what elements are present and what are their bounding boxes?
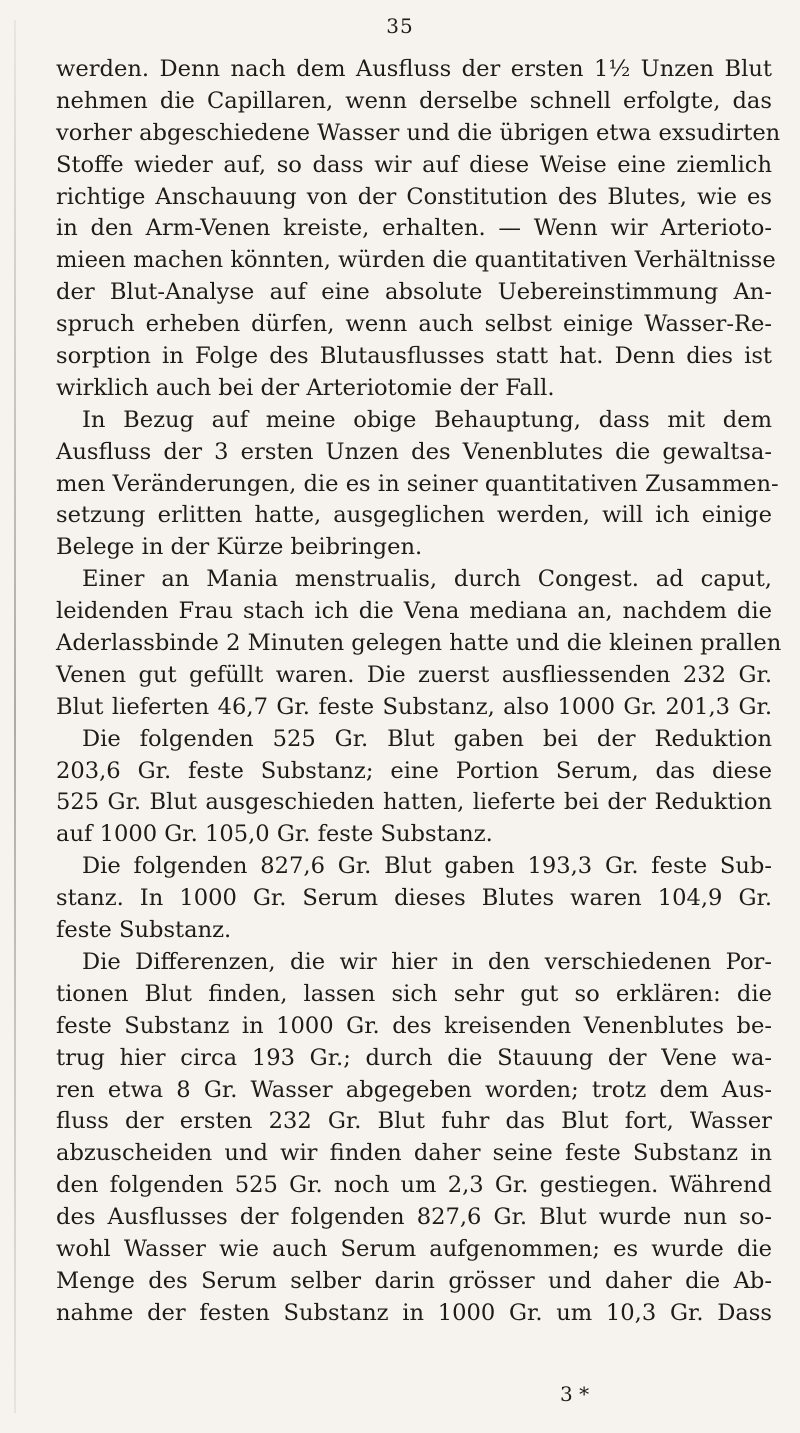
text-line: Einer an Mania menstrualis, durch Congest. ad caput, [82, 566, 772, 593]
text-line: In Bezug auf meine obige Behauptung, dass mit dem [82, 406, 772, 433]
text-line: sorption in Folge des Blutausflusses statt hat. Denn dies ist [56, 343, 772, 370]
text-line: werden. Denn nach dem Ausfluss der ersten 1½ Unzen Blut [56, 56, 772, 82]
text-line: Die folgenden 525 Gr. Blut gaben bei der Reduktion [82, 725, 772, 752]
text-line: Stoffe wieder auf, so dass wir auf diese Weise eine ziemlich [56, 151, 772, 178]
text-line: des Ausflusses der folgenden 827,6 Gr. Blut wurde nun so- [56, 1204, 772, 1231]
text-line: den folgenden 525 Gr. noch um 2,3 Gr. gestiegen. Während [56, 1172, 772, 1199]
text-line: tionen Blut finden, lassen sich sehr gut so erklären: die [56, 980, 772, 1007]
text-line: feste Substanz. [56, 917, 232, 944]
text-line: Blut lieferten 46,7 Gr. feste Substanz, also 1000 Gr. 201,3 Gr. [56, 693, 772, 720]
text-line: Die Differenzen, die wir hier in den verschiedenen Por- [82, 948, 772, 975]
text-line: setzung erlitten hatte, ausgeglichen werden, will ich einige [56, 502, 772, 529]
text-line: wirklich auch bei der Arteriotomie der Fall. [56, 374, 555, 401]
text-line: nehmen die Capillaren, wenn derselbe schnell erfolgte, das [56, 87, 772, 114]
text-line: Venen gut gefüllt waren. Die zuerst ausfliessenden 232 Gr. [56, 661, 772, 688]
text-line: auf 1000 Gr. 105,0 Gr. feste Substanz. [56, 821, 493, 848]
body-text [56, 54, 782, 1330]
text-line: vorher abgeschiedene Wasser und die übrigen etwa exsudirten [56, 119, 781, 146]
page-gutter-shadow [14, 20, 16, 1413]
text-line: wohl Wasser wie auch Serum aufgenommen; es wurde die [56, 1235, 772, 1262]
text-line: in den Arm-Venen kreiste, erhalten. — Wenn wir Arterioto- [56, 215, 772, 242]
text-line: der Blut-Analyse auf eine absolute Uebereinstimmung An- [56, 279, 772, 306]
text-line: leidenden Frau stach ich die Vena mediana an, nachdem die [56, 598, 772, 625]
text-line: Aderlassbinde 2 Minuten gelegen hatte und die kleinen prallen [56, 630, 782, 657]
text-line: ren etwa 8 Gr. Wasser abgegeben worden; trotz dem Aus- [56, 1076, 772, 1103]
text-line: fluss der ersten 232 Gr. Blut fuhr das Blut fort, Wasser [56, 1108, 772, 1135]
text-line: Die folgenden 827,6 Gr. Blut gaben 193,3 Gr. feste Sub- [82, 853, 772, 880]
text-line: men Veränderungen, die es in seiner quantitativen Zusammen- [56, 470, 779, 497]
text-line: 525 Gr. Blut ausgeschieden hatten, lieferte bei der Reduktion [56, 789, 772, 816]
text-line: stanz. In 1000 Gr. Serum dieses Blutes waren 104,9 Gr. [56, 885, 772, 912]
text-line: trug hier circa 193 Gr.; durch die Stauung der Vene wa- [56, 1044, 772, 1071]
text-line: nahme der festen Substanz in 1000 Gr. um 10,3 Gr. Dass [56, 1299, 772, 1326]
text-line: feste Substanz in 1000 Gr. des kreisenden Venenblutes be- [56, 1012, 772, 1039]
page-number: 35 [386, 14, 414, 38]
text-line: Ausfluss der 3 ersten Unzen des Venenblutes die gewaltsa- [56, 438, 772, 465]
text-line: richtige Anschauung von der Constitution des Blutes, wie es [56, 183, 772, 210]
signature-mark: 3 * [560, 1382, 590, 1406]
text-line: Belege in der Kürze beibringen. [56, 534, 423, 561]
text-line: abzuscheiden und wir finden daher seine feste Substanz in [56, 1140, 772, 1167]
text-line: 203,6 Gr. feste Substanz; eine Portion Serum, das diese [56, 757, 772, 784]
text-line: Menge des Serum selber darin grösser und daher die Ab- [56, 1267, 772, 1294]
text-line: spruch erheben dürfen, wenn auch selbst einige Wasser-Re- [56, 311, 772, 338]
text-line: mieen machen könnten, würden die quantitativen Verhältnisse [56, 247, 776, 274]
